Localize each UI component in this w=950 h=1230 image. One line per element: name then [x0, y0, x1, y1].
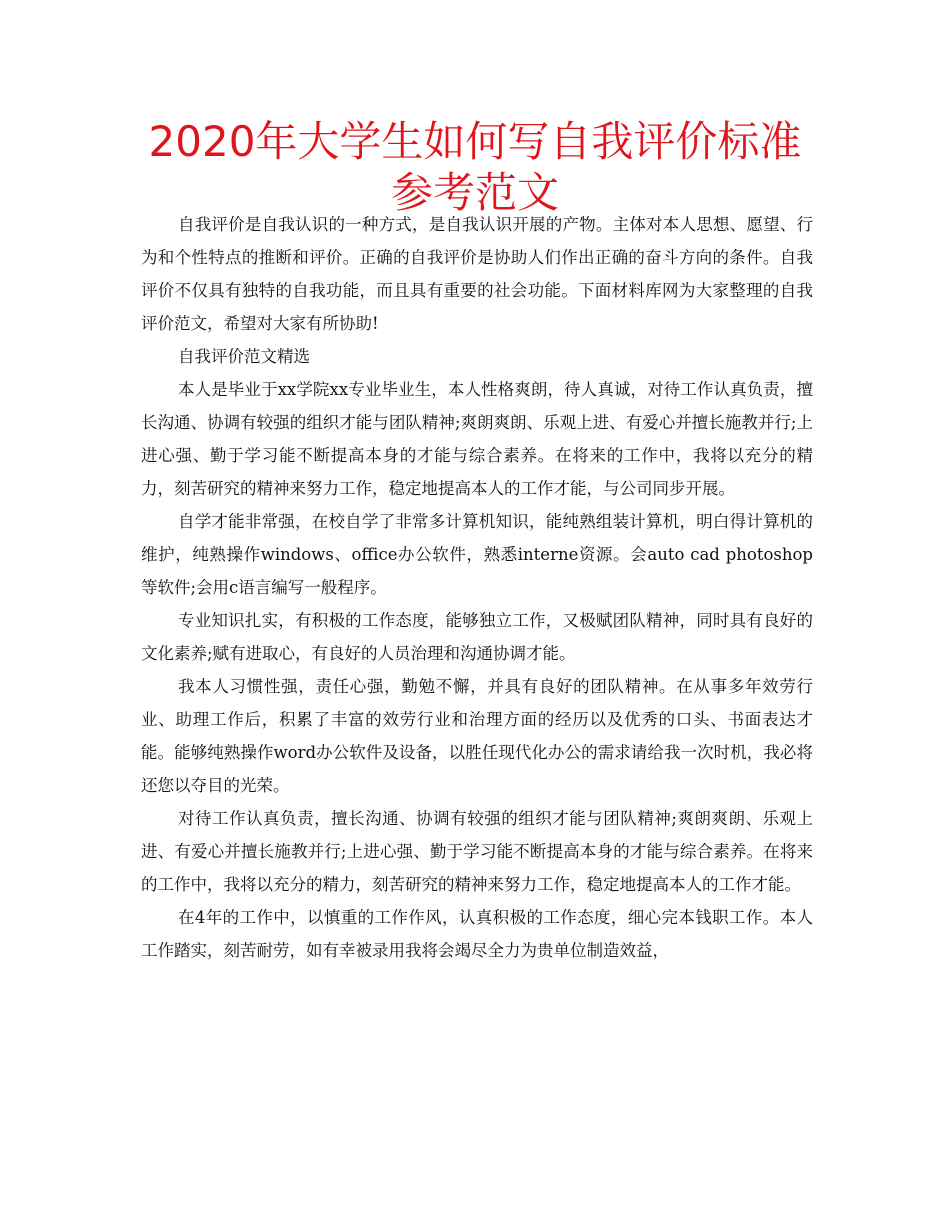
paragraph-four-years: 在4年的工作中，以慎重的工作作风，认真积极的工作态度，细心完本钱职工作。本人工作踏实，刻苦耐劳，如有幸被录用我将会竭尽全力为贵单位制造效益， [141, 908, 813, 960]
paragraph-section-heading: 自我评价范文精选 [178, 347, 310, 366]
paragraph-habits: 我本人习惯性强，责任心强，勤勉不懈，并具有良好的团队精神。在从事多年效劳行业、助理工作后，积累了丰富的效劳行业和治理方面的经历以及优秀的口头、书面表达才能。能够纯熟操作word办公软件及设备，以胜任现代化办公的需求请给我一次时机，我必将还您以夺目的光荣。 [141, 677, 813, 795]
paragraph-attitude: 对待工作认真负责，擅长沟通、协调有较强的组织才能与团队精神;爽朗爽朗、乐观上进、有爱心并擅长施教并行;上进心强、勤于学习能不断提高本身的才能与综合素养。在将来的工作中，我将以充分的精力，刻苦研究的精神来努力工作，稳定地提高本人的工作才能。 [141, 809, 813, 894]
paragraph-intro: 自我评价是自我认识的一种方式，是自我认识开展的产物。主体对本人思想、愿望、行为和个性特点的推断和评价。正确的自我评价是协助人们作出正确的奋斗方向的条件。自我评价不仅具有独特的自我功能，而且具有重要的社会功能。下面材料库网为大家整理的自我评价范文，希望对大家有所协助! [141, 215, 813, 333]
paragraph-professional: 专业知识扎实，有积极的工作态度，能够独立工作，又极赋团队精神，同时具有良好的文化素养;赋有进取心，有良好的人员治理和沟通协调才能。 [141, 611, 813, 663]
document-title: 2020年大学生如何写自我评价标准参考范文 [148, 117, 802, 217]
document-body [141, 208, 813, 967]
paragraph-self-study: 自学才能非常强，在校自学了非常多计算机知识，能纯熟组装计算机，明白得计算机的维护，纯熟操作windows、office办公软件，熟悉interne资源。会auto cad photoshop 等软件;会用c语言编写一般程序。 [141, 512, 813, 597]
paragraph-graduate: 本人是毕业于xx学院xx专业毕业生，本人性格爽朗，待人真诚，对待工作认真负责，擅长沟通、协调有较强的组织才能与团队精神;爽朗爽朗、乐观上进、有爱心并擅长施教并行;上进心强、勤于学习能不断提高本身的才能与综合素养。在将来的工作中，我将以充分的精力，刻苦研究的精神来努力工作，稳定地提高本人的工作才能，与公司同步开展。 [141, 380, 813, 498]
